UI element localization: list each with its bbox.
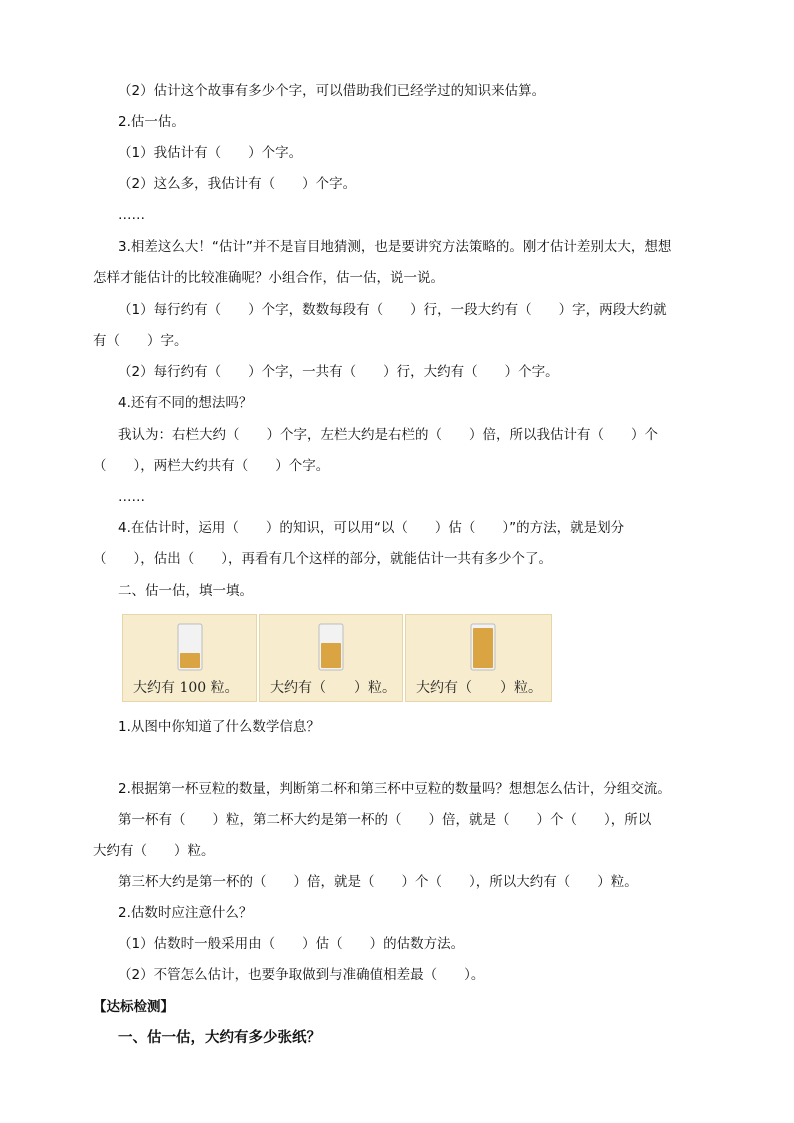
text-line: （2）这么多，我估计有（ ）个字。 bbox=[118, 176, 357, 192]
text-line: （1）每行约有（ ）个字，数数每段有（ ）行，一段大约有（ ）字，两段大约就 bbox=[118, 302, 667, 318]
text-line: 2.根据第一杯豆粒的数量，判断第二杯和第三杯中豆粒的数量吗？想想怎么估计，分组交流。 bbox=[118, 781, 671, 797]
text-line: 4.在估计时，运用（ ）的知识，可以用“以（ ）估（ ）”的方法，就是划分 bbox=[118, 520, 625, 536]
text-line: （1）估数时一般采用由（ ）估（ ）的估数方法。 bbox=[118, 936, 465, 952]
cup-panel-3 bbox=[405, 614, 552, 702]
text-line: 4.还有不同的想法吗？ bbox=[118, 395, 253, 411]
text-line: 2.估数时应注意什么？ bbox=[118, 905, 253, 921]
text-line: （ ），估出（ ），再看有几个这样的部分，就能估计一共有多少个了。 bbox=[93, 551, 552, 567]
text-line: 怎样才能估计的比较准确呢？小组合作，估一估，说一说。 bbox=[93, 270, 444, 286]
text-line: （1）我估计有（ ）个字。 bbox=[118, 145, 303, 161]
text-line: 2.估一估。 bbox=[118, 114, 185, 130]
text-line: （2）估计这个故事有多少个字，可以借助我们已经学过的知识来估算。 bbox=[118, 83, 546, 99]
section-heading: 【达标检测】 bbox=[93, 999, 174, 1015]
bean-cup-3 bbox=[470, 623, 496, 671]
cup-caption-3: 大约有（ ）粒。 bbox=[416, 680, 542, 696]
text-line: 1.从图中你知道了什么数学信息？ bbox=[118, 719, 320, 735]
text-line: 3.相差这么大！“估计”并不是盲目地猜测，也是要讲究方法策略的。刚才估计差别太大，想想 bbox=[118, 239, 672, 255]
section-heading: 二、估一估，填一填。 bbox=[118, 583, 253, 599]
bean-cup-1 bbox=[177, 623, 203, 671]
section-heading: 一、估一估，大约有多少张纸？ bbox=[118, 1030, 321, 1046]
text-line: …… bbox=[118, 207, 145, 223]
text-line: 我认为：右栏大约（ ）个字，左栏大约是右栏的（ ）倍，所以我估计有（ ）个 bbox=[118, 427, 658, 443]
text-line: 第一杯有（ ）粒，第二杯大约是第一杯的（ ）倍，就是（ ）个（ ），所以 bbox=[118, 812, 652, 828]
text-line: （ ），两栏大约共有（ ）个字。 bbox=[93, 458, 330, 474]
text-line: 大约有（ ）粒。 bbox=[93, 843, 215, 859]
bean-cup-2 bbox=[318, 623, 344, 671]
cup-panel-2 bbox=[259, 614, 403, 702]
cup-caption-1: 大约有 100 粒。 bbox=[133, 680, 239, 696]
text-line: …… bbox=[118, 489, 145, 505]
cup-panel-1 bbox=[122, 614, 257, 702]
text-line: 有（ ）字。 bbox=[93, 333, 188, 349]
text-line: （2）每行约有（ ）个字，一共有（ ）行，大约有（ ）个字。 bbox=[118, 364, 559, 380]
text-line: （2）不管怎么估计，也要争取做到与准确值相差最（ ）。 bbox=[118, 967, 485, 983]
text-line: 第三杯大约是第一杯的（ ）倍，就是（ ）个（ ），所以大约有（ ）粒。 bbox=[118, 874, 638, 890]
cup-caption-2: 大约有（ ）粒。 bbox=[270, 680, 396, 696]
